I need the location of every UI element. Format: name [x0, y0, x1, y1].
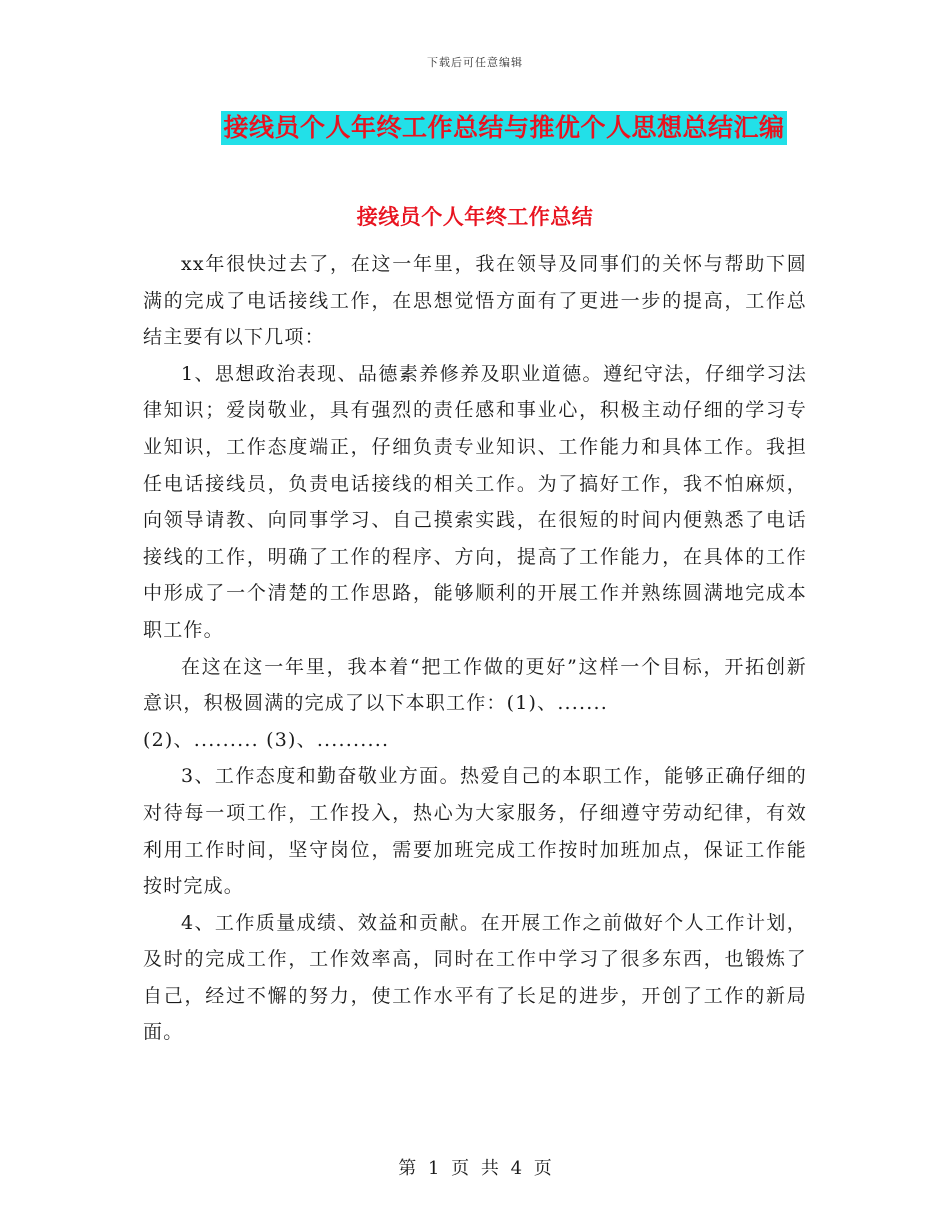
paragraph-item-2: 在这在这一年里，我本着“把工作做的更好”这样一个目标，开拓创新意识，积极圆满的完成了以下本职工作：(1)、....... — [143, 655, 807, 715]
section-title: 接线员个人年终工作总结 — [356, 205, 594, 229]
header-note: 下载后可任意编辑 — [427, 56, 523, 69]
page-footer: 第 1 页 共 4 页 — [398, 1158, 552, 1179]
paragraph-item-3: 3、工作态度和勤奋敬业方面。热爱自己的本职工作，能够正确仔细的对待每一项工作，工作投入，热心为大家服务，仔细遵守劳动纪律，有效利用工作时间，坚守岗位，需要加班完成工作按时加班加点，保证工作能按时完成。 — [143, 765, 807, 898]
paragraph-intro: xx年很快过去了，在这一年里，我在领导及同事们的关怀与帮助下圆满的完成了电话接线工作，在思想觉悟方面有了更进一步的提高，工作总结主要有以下几项： — [143, 253, 807, 349]
paragraph-item-1: 1、思想政治表现、品德素养修养及职业道德。遵纪守法，仔细学习法律知识；爱岗敬业，具有强烈的责任感和事业心，积极主动仔细的学习专业知识，工作态度端正，仔细负责专业知识、工作能力和具体工作。我担任电话接线员，负责电话接线的相关工作。为了搞好工作，我不怕麻烦，向领导请教、向同事学习、自己摸索实践，在很短的时间内便熟悉了电话接线的工作，明确了工作的程序、方向，提高了工作能力，在具体的工作中形成了一个清楚的工作思路，能够顺利的开展工作并熟练圆满地完成本职工作。 — [143, 362, 807, 641]
paragraph-item-4: 4、工作质量成绩、效益和贡献。在开展工作之前做好个人工作计划，及时的完成工作，工作效率高，同时在工作中学习了很多东西，也锻炼了自己，经过不懈的努力，使工作水平有了长足的进步，开创了工作的新局面。 — [143, 911, 807, 1044]
document-body — [143, 246, 807, 1051]
main-title: 接线员个人年终工作总结与推优个人思想总结汇编 — [221, 111, 786, 145]
main-title-container — [0, 111, 950, 145]
paragraph-item-2-continued: (2)、......... (3)、.......... — [143, 728, 390, 751]
